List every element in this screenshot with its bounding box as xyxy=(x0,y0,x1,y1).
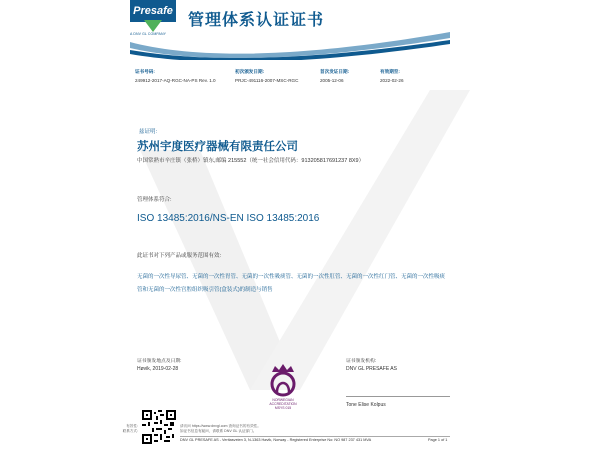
footer-label-2: 联系方式: xyxy=(122,428,138,433)
accreditation-text xyxy=(253,398,313,410)
issue-date: 2005-12-06 xyxy=(320,78,344,83)
valid-until-label: 有效期至: xyxy=(380,69,400,74)
footer-office: DNV GL PRESAFE AS - Veritasveien 3, N-1363 Høvik, Norway - Registered Enterprise No: NO 987 237 431 MVA xyxy=(180,438,372,442)
signature-line xyxy=(346,396,450,397)
issue-date-label: 首次发证日期: xyxy=(320,69,350,74)
certificate-revision: Rev. 1.0 xyxy=(198,78,216,83)
initial-cert-label: 初次颁发日期: xyxy=(235,69,265,74)
header-ribbon xyxy=(130,28,450,60)
system-label: 管理体系符合: xyxy=(137,197,172,203)
qr-code-icon[interactable] xyxy=(142,410,176,444)
certificate-no-block xyxy=(135,69,216,83)
accreditation-mark xyxy=(266,362,300,420)
footer-labels xyxy=(110,424,138,434)
footer-note xyxy=(180,424,460,434)
issue-place-date: Høvik, 2019-02-28 xyxy=(137,366,179,372)
page-title: 管理体系认证证书 xyxy=(188,12,325,29)
footer-note-2: 如证书信息有疑问，请联系 DNV GL 认证部门。 xyxy=(180,428,257,433)
footer-page-number: Page 1 of 1 xyxy=(428,438,448,442)
issue-place-label: 证书颁发地点及日期: xyxy=(137,359,182,364)
company-name: 苏州宇度医疗器械有限责任公司 xyxy=(137,141,298,153)
scope-text: 无菌的一次性导尿管、无菌的一次性胃管、无菌的一次性吸痰管、无菌的一次性肛管、无菌的一次性红门管、无菌的一次性吸痰管和无菌的一次性宫腔组织吸引管(盒装式)的制造与销售 xyxy=(137,274,446,293)
footer-label-1: 有效性: xyxy=(126,424,138,428)
accreditation-line1: NORWEGIAN xyxy=(272,398,294,402)
accreditation-line2: ACCREDITATION xyxy=(269,402,297,406)
certifies-label: 兹证明: xyxy=(139,129,158,135)
initial-cert-block xyxy=(235,69,298,83)
ribbon-band-light xyxy=(130,32,450,58)
valid-until: 2022-02-26 xyxy=(380,78,404,83)
certificate-no-label: 证书号码: xyxy=(135,69,155,74)
issuer: DNV GL PRESAFE AS xyxy=(346,366,397,372)
logo-wordmark: Presafe xyxy=(130,0,176,22)
accreditation-icon xyxy=(266,362,300,398)
valid-until-block xyxy=(380,69,404,83)
company-address: 中国常熟市辛庄镇（张桥）镇东,邮编 215552（统一社会信用代码：913205817691237 8X9） xyxy=(137,158,365,164)
issuer-label: 证书颁发机构: xyxy=(346,359,377,364)
initial-cert-no: PRJC-491116-2007-MSC-RGC xyxy=(235,78,299,83)
issue-date-block xyxy=(320,69,349,83)
certificate-no-value xyxy=(135,78,216,83)
footer-divider xyxy=(180,436,450,437)
signatory: Tone Elise Kolpus xyxy=(346,402,386,408)
logo-subtitle: A DNV GL COMPANY xyxy=(130,32,167,36)
certificate-no: 249912-2017-AQ-RGC-NA-PS xyxy=(135,78,198,83)
standard: ISO 13485:2016/NS-EN ISO 13485:2016 xyxy=(137,213,320,224)
scope-label: 此证书对下列产品或服务范围有效: xyxy=(137,253,222,259)
footer-note-1: 请访问 https://www.dnvgl.com 查询证书的有效性。 xyxy=(180,424,261,428)
accreditation-code: MSYS 015 xyxy=(274,406,292,410)
